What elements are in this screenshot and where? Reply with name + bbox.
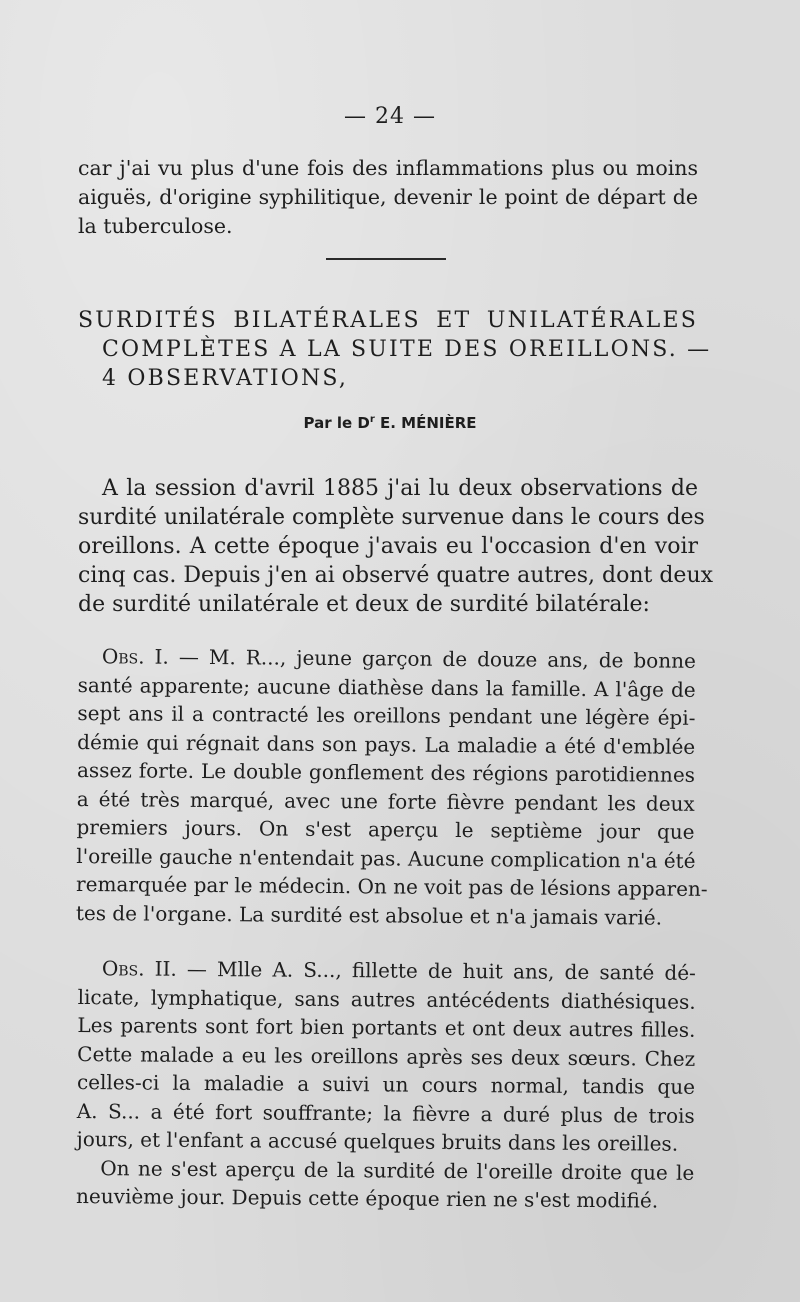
observation-line: premiers jours. On s'est aperçu le septième jour que xyxy=(76,814,695,844)
observation-1 xyxy=(75,642,708,932)
observation-2 xyxy=(76,954,696,1215)
section-divider xyxy=(326,258,446,260)
observation-line: remarquée par le médecin. On ne voit pas de lésions apparen- xyxy=(76,871,708,901)
observation-line: santé apparente; aucune diathèse dans la famille. A l'âge de xyxy=(77,672,696,702)
title-line: COMPLÈTES A LA SUITE DES OREILLONS. — xyxy=(102,337,712,362)
author-byline xyxy=(0,414,780,432)
observation-line-text: — M. R..., jeune garçon de douze ans, de bonne xyxy=(168,644,696,673)
observation-line: sept ans il a contracté les oreillons pendant une légère épi- xyxy=(77,700,696,730)
observation-label: Obs. II. xyxy=(101,956,177,981)
paragraph-line: surdité unilatérale complète survenue dans le cours des xyxy=(78,505,705,530)
observation-line: l'oreille gauche n'entendait pas. Aucune complication n'a été xyxy=(76,843,696,873)
paragraph-line: cinq cas. Depuis j'en ai observé quatre autres, dont deux xyxy=(78,563,714,588)
paragraph-line: oreillons. A cette époque j'avais eu l'occasion d'en voir xyxy=(78,534,698,559)
intro-line: car j'ai vu plus d'une fois des inflammations plus ou moins xyxy=(78,156,698,180)
observation-line: A. S... a été fort souffrante; la fièvre a duré plus de trois xyxy=(76,1098,695,1128)
observation-line: démie qui régnait dans son pays. La maladie a été d'emblée xyxy=(77,729,696,759)
observation-line: tes de l'organe. La surdité est absolue et n'a jamais varié. xyxy=(75,900,663,930)
observation-line xyxy=(78,642,696,675)
intro-line: la tuberculose. xyxy=(78,214,233,238)
observation-line: a été très marqué, avec une forte fièvre pendant les deux xyxy=(76,786,695,816)
page-number: — 24 — xyxy=(344,104,436,129)
observation-line-text: — Mlle A. S..., fillette de huit ans, de santé dé- xyxy=(176,956,696,985)
paragraph-line: de surdité unilatérale et deux de surdité bilatérale: xyxy=(78,592,650,617)
author-title-superscript: r xyxy=(369,414,375,425)
intro-line: aiguës, d'origine syphilitique, devenir le point de départ de xyxy=(78,185,698,209)
observation-line: jours, et l'enfant a accusé quelques bruits dans les oreilles. xyxy=(76,1126,679,1156)
observation-line: assez forte. Le double gonflement des régions parotidiennes xyxy=(76,757,696,787)
opening-paragraph xyxy=(78,474,714,619)
observation-line: Cette malade a eu les oreillons après ses deux sœurs. Chez xyxy=(77,1041,696,1071)
observation-line: Les parents sont fort bien portants et ont deux autres filles. xyxy=(77,1012,696,1042)
observation-line: neuvième jour. Depuis cette époque rien ne s'est modifié. xyxy=(76,1183,659,1213)
intro-paragraph xyxy=(78,154,698,241)
title-line: SURDITÉS BILATÉRALES ET UNILATÉRALES xyxy=(78,308,698,333)
paragraph-line: A la session d'avril 1885 j'ai lu deux observations de xyxy=(102,476,698,501)
observation-line xyxy=(78,954,696,987)
title-line: 4 OBSERVATIONS, xyxy=(102,366,349,391)
observation-line: celles-ci la maladie a suivi un cours normal, tandis que xyxy=(76,1069,696,1099)
article-title xyxy=(78,306,712,393)
observation-label: Obs. I. xyxy=(101,644,169,669)
observation-line: licate, lymphatique, sans autres antécédents diathésiques. xyxy=(77,984,696,1014)
author-name: E. MÉNIÈRE xyxy=(374,414,477,432)
author-prefix: Par le D xyxy=(303,414,370,432)
observation-line: On ne s'est aperçu de la surdité de l'oreille droite que le xyxy=(100,1155,695,1185)
